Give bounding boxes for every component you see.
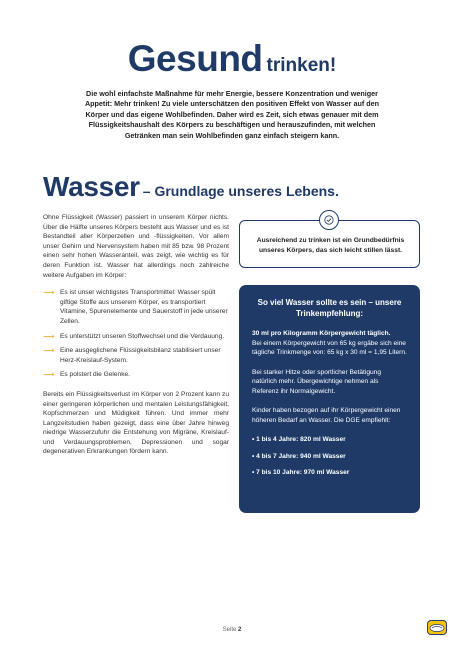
- arrow-right-icon: ⟶: [43, 370, 55, 380]
- intro-text: Die wohl einfachste Maßnahme für mehr Energie, bessere Konzentration und weniger Appetit: Mehr trinken! Zu viele unterschätzen den positiven Effekt von Wasser auf den Körper und das eigene Wohlbefinden. Daher wird es Zeit, sich etwas genauer mit dem Flüssigkeitshaushalt des Körpers zu beschäftigen und herauszufinden, mit welchen Getränken man sein Wohlbefinden ganz einfach steigern kann.: [84, 89, 380, 140]
- body-paragraph-1: Ohne Flüssigkeit (Wasser) passiert in unserem Körper nichts. Über die Hälfte unseres Körpers besteht aus Wasser und es ist Bestandteil aller Körperzellen und -flüssigkeiten. Vor allem unser Gehirn und Nervensystem haben mit 85 bzw. 98 Prozent einen sehr hohen Wasseranteil, was zeigt, wie wichtig es für deren Funktion ist. Wasser hat allerdings noch zahlreiche weitere Aufgaben im Körper:: [43, 214, 229, 279]
- brand-logo: [427, 620, 447, 635]
- quote-text: Ausreichend zu trinken ist ein Grundbedürfnis unseres Körpers, das sich leicht stillen lässt.: [256, 237, 405, 254]
- list-item-text: Eine ausgeglichene Flüssigkeitsbilanz stabilisiert unser Herz-Kreislauf-System.: [60, 347, 221, 364]
- list-item-text: Es polstert die Gelenke.: [60, 371, 131, 379]
- list-item: [43, 288, 229, 326]
- list-item-text: Es unterstützt unseren Stoffwechsel und die Verdauung.: [60, 332, 225, 340]
- page-number: 2: [238, 627, 242, 633]
- recommendation-box: [239, 285, 420, 513]
- arrow-right-icon: ⟶: [43, 331, 55, 341]
- benefit-list: [43, 288, 229, 380]
- section-title-sub: – Grundlage unseres Lebens.: [142, 183, 339, 199]
- section-title-main: Wasser: [43, 171, 140, 202]
- list-item: • 1 bis 4 Jahre: 820 ml Wasser: [252, 436, 346, 443]
- body-paragraph-2: Bereits ein Flüssigkeitsverlust im Körper von 2 Prozent kann zu einer geringeren körperlichen und mentalen Leistungsfähigkeit, Kopfschmerzen und Müdigkeit führen. Und immer mehr Langzeitstudien haben gezeigt, dass eine über Jahre hinweg niedrige Wasserzufuhr die Entstehung von Migräne, Kreislauf- und Verdauungsproblemen, Depressionen und sogar degenerativen Erkrankungen fördern kann.: [43, 390, 229, 456]
- list-item: • 4 bis 7 Jahre: 940 ml Wasser: [252, 452, 346, 460]
- list-item: [43, 332, 229, 342]
- list-item: • 7 bis 10 Jahre: 970 ml Wasser: [252, 469, 350, 476]
- recommendation-paragraph-2: Bei starker Hitze oder sportlicher Betätigung natürlich mehr. Übergewichtige nehmen als Referenz ihr Normalgewicht.: [252, 368, 382, 395]
- list-item-text: Es ist unser wichtigstes Transportmittel: Wasser spült giftige Stoffe aus unserem Körper, es transportiert Vitamine, Spurenelemente und Sauerstoff in jede unserer Zellen.: [60, 289, 228, 325]
- check-mark-icon: [324, 215, 334, 225]
- arrow-right-icon: ⟶: [43, 288, 55, 298]
- list-item: [43, 346, 229, 365]
- recommendation-rule-bold: 30 ml pro Kilogramm Körpergewicht täglich.: [252, 330, 391, 337]
- recommendation-heading: So viel Wasser sollte es sein – unsere Trinkempfehlung:: [257, 298, 402, 318]
- page-label: Seite: [222, 627, 237, 633]
- page-footer: [0, 627, 464, 633]
- children-list: [252, 435, 407, 478]
- recommendation-paragraph-3: Kinder haben bezogen auf ihr Körpergewicht einen höheren Bedarf an Wasser. Die DGE empfiehlt:: [252, 407, 401, 424]
- quote-box: [239, 220, 420, 268]
- page-title: [0, 38, 464, 80]
- list-item: [43, 370, 229, 380]
- page-title-sub: trinken!: [266, 55, 337, 76]
- recommendation-rule-text: Bei einem Körpergewicht von 65 kg ergäbe sich eine tägliche Trinkmenge von: 65 kg x 30 ml = 1,95 Litern.: [252, 339, 407, 356]
- recommendation-rule: [252, 329, 407, 358]
- logo-mark-icon: [429, 623, 445, 633]
- check-circle-icon: [319, 210, 339, 230]
- page-title-main: Gesund: [127, 38, 263, 79]
- arrow-right-icon: ⟶: [43, 346, 55, 356]
- left-column: [43, 213, 229, 457]
- section-title: [43, 171, 339, 203]
